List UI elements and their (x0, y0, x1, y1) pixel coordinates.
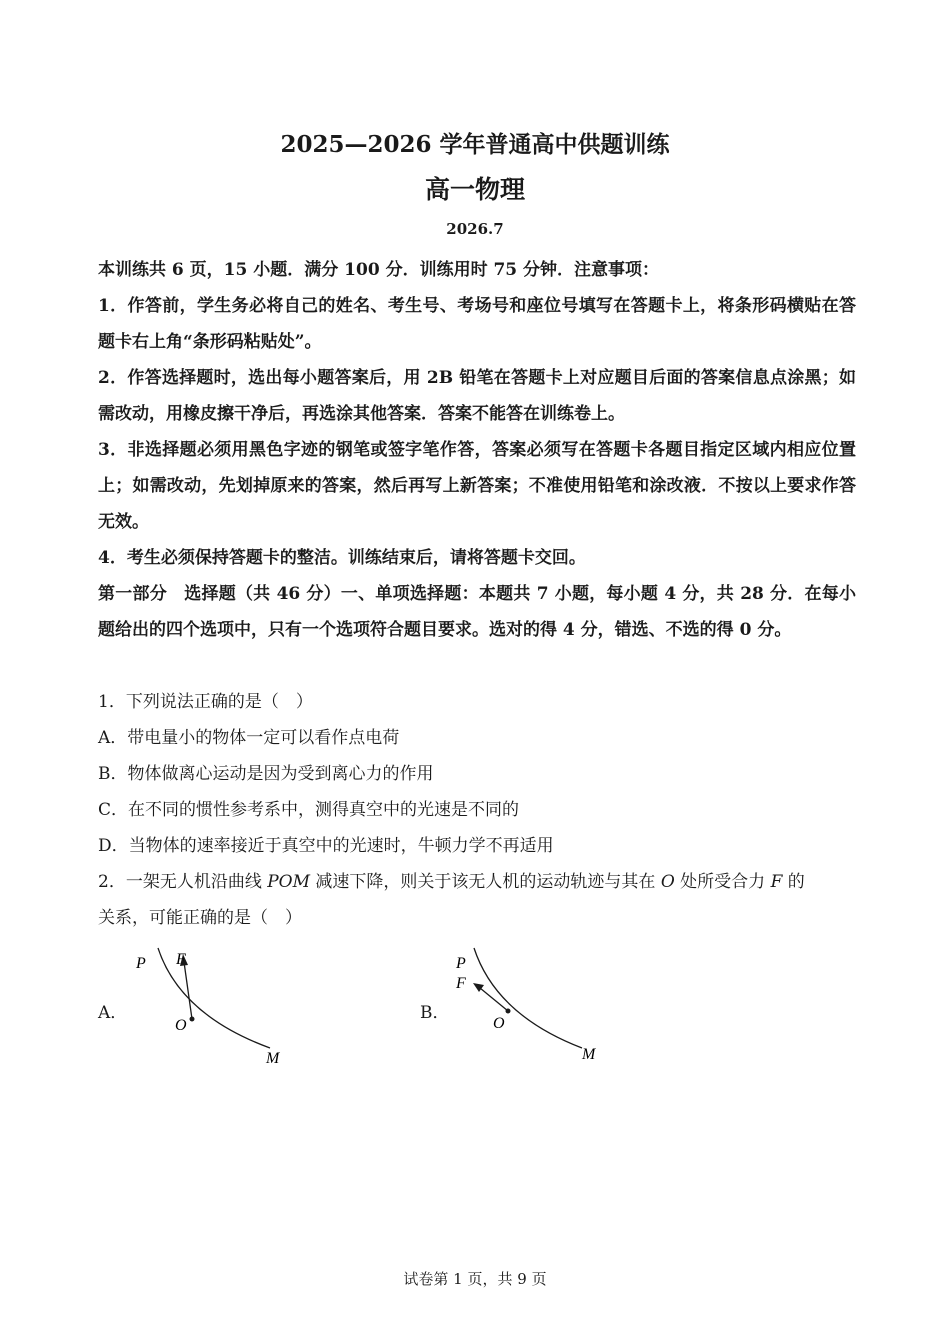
trajectory-curve (474, 948, 582, 1048)
force-arrow (480, 988, 508, 1011)
question-1-option-b: B．物体做离心运动是因为受到离心力的作用 (98, 764, 434, 784)
notice-item-4: 4．考生必须保持答题卡的整洁。训练结束后，请将答题卡交回。 (98, 548, 586, 568)
question-1-option-c: C．在不同的惯性参考系中，测得真空中的光速是不同的 (98, 800, 520, 820)
question-1-option-a: A．带电量小的物体一定可以看作点电荷 (98, 728, 400, 748)
section-heading: 第一部分 选择题（共 46 分）一、单项选择题：本题共 7 小题，每小题 4 分，共 28 分．在每小题给出的四个选项中，只有一个选项符合题目要求。选对的得 4 分，错选、不选的得 0 分。 (98, 584, 856, 640)
notice-intro: 本训练共 6 页，15 小题．满分 100 分．训练用时 75 分钟．注意事项： (98, 260, 660, 280)
label-o: O (175, 1017, 187, 1034)
force-arrow (184, 962, 192, 1019)
question-1-option-d: D．当物体的速率接近于真空中的光速时，牛顿力学不再适用 (98, 836, 554, 856)
option-a-diagram (120, 940, 320, 1070)
label-f: F (176, 951, 186, 968)
exam-date: 2026.7 (446, 220, 504, 238)
point-o (506, 1009, 511, 1014)
question-2-stem: 2．一架无人机沿曲线 POM 减速下降，则关于该无人机的运动轨迹与其在 O 处所受合力 F 的 (98, 872, 805, 892)
label-m: M (582, 1046, 596, 1063)
label-f: F (456, 975, 466, 992)
point-o (190, 1017, 195, 1022)
label-m: M (266, 1050, 280, 1067)
notice-item-1: 1．作答前，学生务必将自己的姓名、考生号、考场号和座位号填写在答题卡上，将条形码横贴在答题卡右上角“条形码粘贴处”。 (98, 296, 856, 352)
exam-title: 2025—2026 学年普通高中供题训练 (280, 131, 670, 158)
subject-title: 高一物理 (424, 175, 525, 204)
option-b-diagram (440, 940, 640, 1070)
notice-item-3: 3．非选择题必须用黑色字迹的钢笔或签字笔作答，答案必须写在答题卡各题目指定区域内相应位置上；如需改动，先划掉原来的答案，然后再写上新答案；不准使用铅笔和涂改液．不按以上要求作答无效。 (98, 440, 856, 532)
question-2-option-a-label: A． (98, 1003, 128, 1023)
label-o: O (493, 1015, 505, 1032)
question-2-option-b-label: B． (420, 1003, 450, 1023)
question-2-stem-line2: 关系，可能正确的是（ ） (98, 908, 302, 928)
question-1-stem: 1．下列说法正确的是（ ） (98, 692, 313, 712)
notice-item-2: 2．作答选择题时，选出每小题答案后，用 2B 铅笔在答题卡上对应题目后面的答案信息点涂黑；如需改动，用橡皮擦干净后，再选涂其他答案．答案不能答在训练卷上。 (98, 368, 856, 424)
label-p: P (456, 955, 466, 972)
label-p: P (136, 955, 146, 972)
page-footer: 试卷第 1 页，共 9 页 (403, 1270, 547, 1288)
